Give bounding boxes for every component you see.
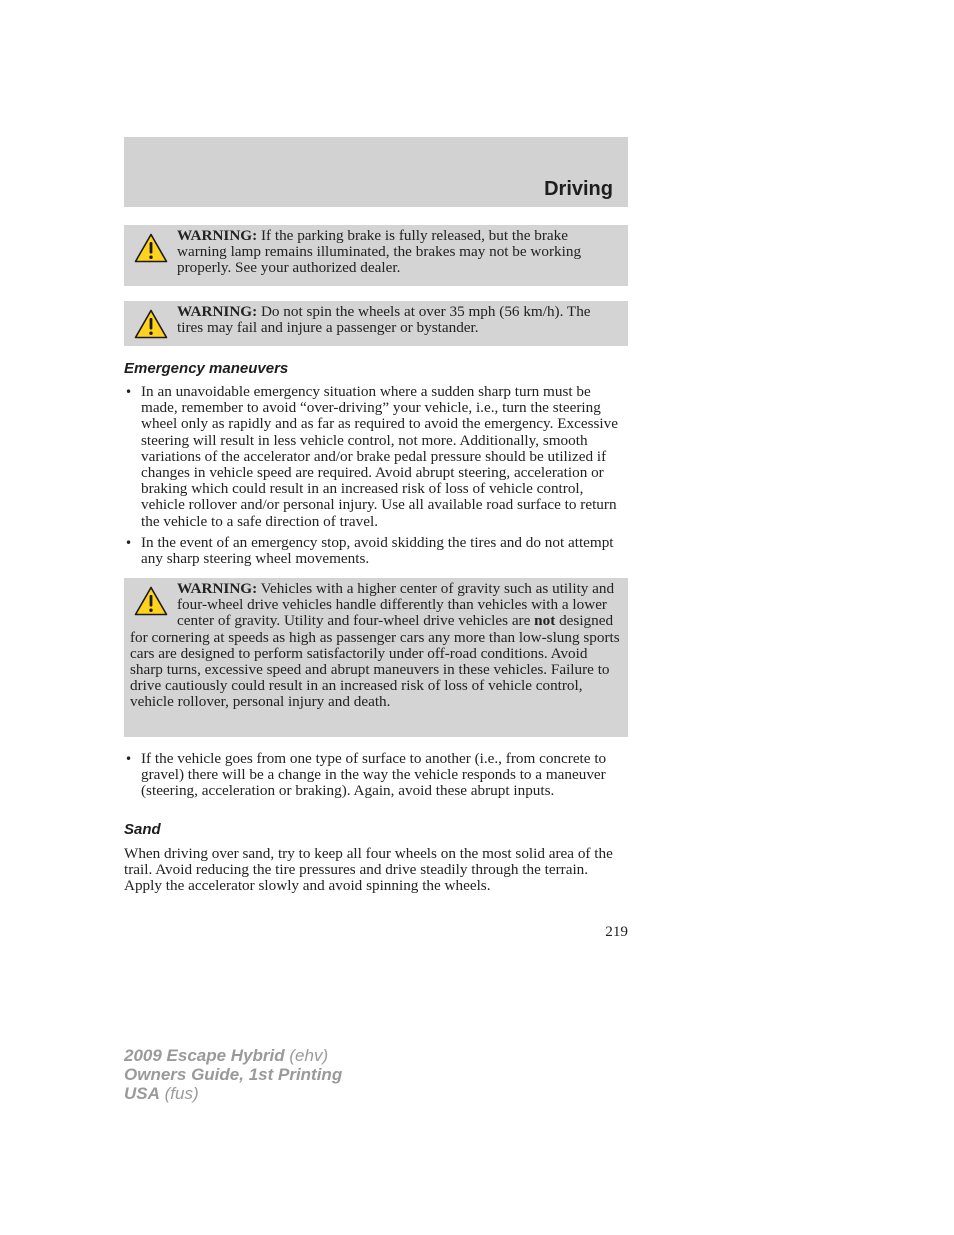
list-item: • In the event of an emergency stop, avoid skidding the tires and do not attempt any sharp steering wheel movements. (124, 535, 630, 567)
surface-bullet-list (124, 751, 630, 800)
warning-label: WARNING: (177, 303, 258, 320)
warning-text (130, 304, 620, 336)
warning-body: If the parking brake is fully released, but the brake warning lamp remains illuminated, the brakes may not be working properly. See your authorized dealer. (177, 227, 582, 277)
list-item: • If the vehicle goes from one type of surface to another (i.e., from concrete to gravel) there will be a change in the way the vehicle responds to a maneuver (steering, acceleration or braking). Again, avoid these abrupt inputs. (124, 751, 630, 800)
warning-text (130, 228, 620, 277)
warning-body: Do not spin the wheels at over 35 mph (56 km/h). The tires may fail and injure a passenger or bystander. (177, 303, 591, 337)
emergency-maneuvers-heading: Emergency maneuvers (124, 360, 289, 377)
warning-triangle-icon (134, 233, 168, 263)
footer-line-model (124, 1046, 342, 1065)
warning-body-continued: designed for cornering at speeds as high as passenger cars any more than low-slung sports cars are designed to perform satisfactorily under off-road conditions. Avoid sharp turns, excessive speed and abrupt maneuvers in these vehicles. Failure to drive cautiously could result in an increased risk of loss of vehicle control, vehicle rollover, personal injury and death. (130, 612, 620, 711)
warning-text (130, 581, 620, 711)
footer-market: USA (124, 1084, 160, 1103)
warning-emphasis: not (534, 612, 556, 630)
warning-body: Vehicles with a higher center of gravity such as utility and four-wheel drive vehicles handle differently than vehicles with a lower center of gravity. Utility and four-wheel drive vehicles are (177, 580, 615, 630)
emergency-bullet-list (124, 384, 630, 567)
footer-line-market (124, 1084, 342, 1103)
warning-box-center-of-gravity (124, 578, 628, 737)
footer-guide: Owners Guide, 1st Printing (124, 1065, 343, 1084)
warning-label: WARNING: (177, 580, 258, 597)
sand-heading: Sand (124, 821, 161, 838)
warning-box-wheel-spin (124, 301, 628, 346)
document-footer (124, 1046, 342, 1103)
page-number: 219 (605, 923, 628, 940)
warning-triangle-icon (134, 586, 168, 616)
warning-label: WARNING: (177, 227, 258, 244)
footer-model: 2009 Escape Hybrid (124, 1046, 285, 1065)
section-title: Driving (544, 178, 613, 200)
footer-model-code: (ehv) (284, 1046, 329, 1065)
list-item: • In an unavoidable emergency situation where a sudden sharp turn must be made, remember to avoid “over-driving” your vehicle, i.e., turn the steering wheel only as rapidly and as far as required to avoid the emergency. Excessive steering will result in less vehicle control, not more. Additionally, smooth variations of the accelerator and/or brake pedal pressure should be utilized if changes in vehicle speed are required. Avoid abrupt steering, acceleration or braking which could result in an increased risk of loss of vehicle control, vehicle rollover and/or personal injury. Use all available road surface to return the vehicle to a safe direction of travel. (124, 384, 630, 530)
warning-box-parking-brake (124, 225, 628, 286)
warning-triangle-icon (134, 309, 168, 339)
footer-line-guide (124, 1065, 342, 1084)
footer-market-code: (fus) (159, 1084, 199, 1103)
section-header (124, 137, 628, 207)
sand-paragraph: When driving over sand, try to keep all four wheels on the most solid area of the trail. Avoid reducing the tire pressures and drive steadily through the terrain. Apply the accelerator slowly and avoid spinning the wheels. (124, 845, 613, 895)
